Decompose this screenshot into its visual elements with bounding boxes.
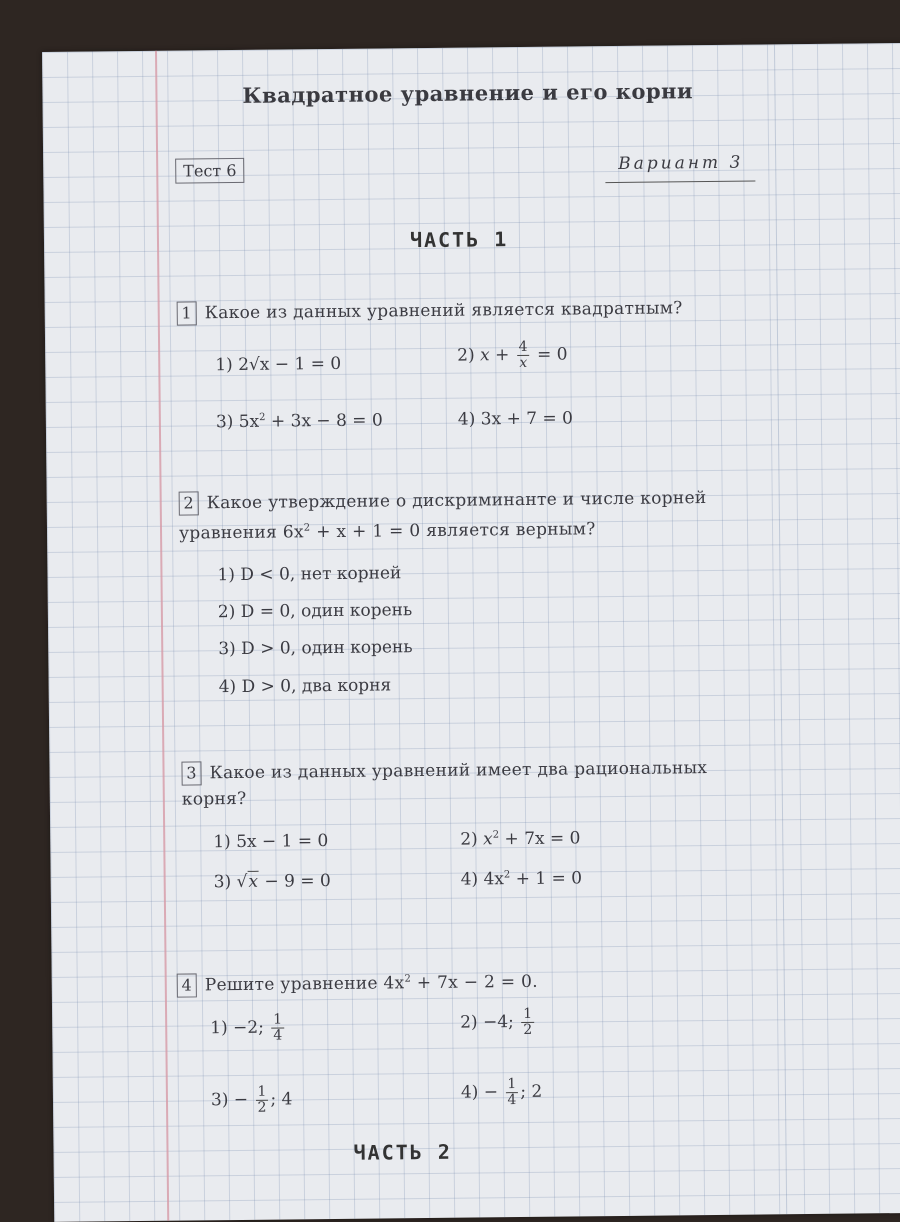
question-text: уравнения $6x^2 + x + 1 = 0$ является верным? xyxy=(178,518,596,544)
q4-option-3: 3) − $\frac{1}{2}$ ; 4 xyxy=(210,1083,293,1116)
question-text: Какое утверждение о дискриминанте и числе корней xyxy=(206,488,707,514)
q2-option-3: 3) D > 0, один корень xyxy=(218,637,413,660)
question-2 xyxy=(179,484,780,546)
question-1 xyxy=(177,295,683,326)
grid-border-line xyxy=(774,44,787,1214)
fraction: $\frac{4}{x}$ xyxy=(517,340,530,371)
question-number: 3 xyxy=(181,761,201,785)
question-text: Какое из данных уравнений имеет два рациональных xyxy=(209,758,708,784)
square-root: √x xyxy=(236,871,259,893)
question-text: Решите уравнение $4x^2 + 7x - 2 = 0$. xyxy=(204,971,539,996)
fraction: $\frac{1}{2}$ xyxy=(523,1005,533,1039)
q3-option-3: 3) √x − 9 = 0 xyxy=(213,871,331,893)
margin-line xyxy=(155,51,169,1221)
q1-option-1: 1) 2√x − 1 = 0 xyxy=(215,353,342,376)
question-number: 2 xyxy=(179,491,199,515)
q3-option-2: 2) $x^2 + 7x = 0$ xyxy=(460,828,581,850)
fraction: $\frac{1}{2}$ xyxy=(257,1083,267,1116)
q2-option-4: 4) D > 0, два корня xyxy=(218,675,392,698)
question-number: 4 xyxy=(177,973,197,997)
q4-option-2: 2) −4; $\frac{1}{2}$ xyxy=(460,1005,533,1039)
q3-option-4: 4) $4x^2 + 1 = 0$ xyxy=(460,868,583,890)
q1-option-3: 3) $5x^2 + 3x - 8 = 0$ xyxy=(215,410,383,433)
q4-option-4: 4) − $\frac{1}{4}$ ; 2 xyxy=(460,1076,543,1109)
question-4 xyxy=(177,962,787,998)
question-number: 1 xyxy=(177,301,197,325)
fraction: $\frac{1}{4}$ xyxy=(273,1011,283,1044)
question-3 xyxy=(181,754,792,812)
q4-option-1: 1) −2; $\frac{1}{4}$ xyxy=(210,1011,283,1044)
fraction: $\frac{1}{4}$ xyxy=(507,1076,517,1109)
q1-option-2: 2) x + $\frac{4}{x}$ = 0 xyxy=(457,338,568,372)
variant-underline xyxy=(605,181,755,184)
worksheet-page xyxy=(42,43,900,1222)
part-2-heading: ЧАСТЬ 2 xyxy=(353,1139,452,1165)
page-title: Квадратное уравнение и его корни xyxy=(242,78,694,108)
question-text: корня? xyxy=(181,788,247,810)
variant-label: Вариант 3 xyxy=(618,152,744,174)
q3-option-1: 1) 5x − 1 = 0 xyxy=(213,831,329,853)
test-label: Тест 6 xyxy=(175,158,244,184)
q2-option-1: 1) D < 0, нет корней xyxy=(217,563,402,586)
question-text: Какое из данных уравнений является квадратным? xyxy=(204,298,683,324)
q1-option-4: 4) 3x + 7 = 0 xyxy=(457,408,573,430)
q2-option-2: 2) D = 0, один корень xyxy=(217,600,413,623)
part-1-heading: ЧАСТЬ 1 xyxy=(409,227,509,253)
